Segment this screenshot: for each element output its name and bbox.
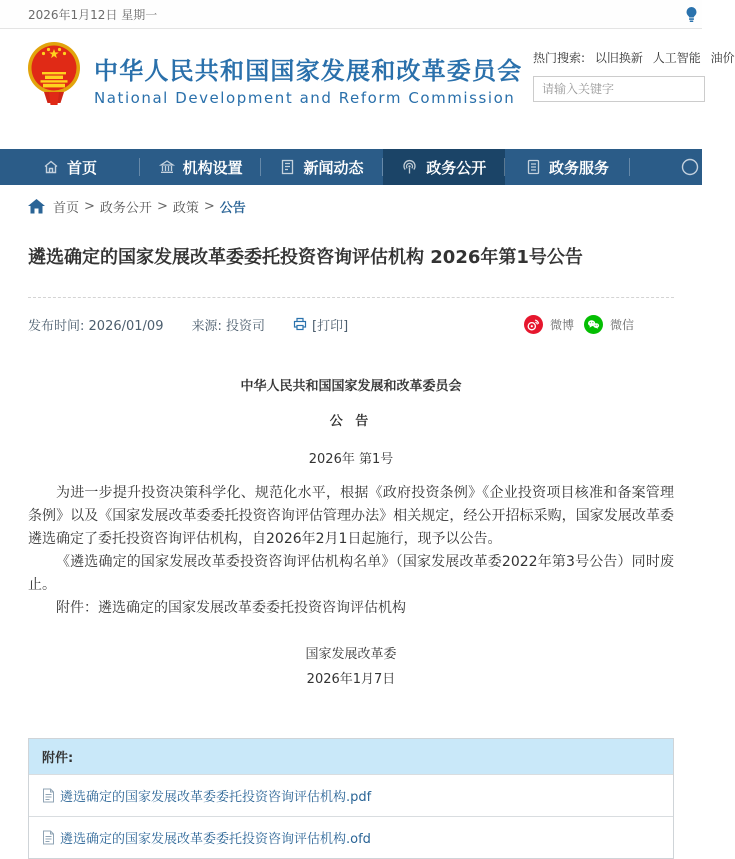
service-icon (526, 159, 541, 175)
file-icon (42, 830, 55, 845)
hot-search-term-tradein[interactable]: 以旧换新 (594, 51, 643, 65)
publish-time: 发布时间: 2026/01/09 (28, 318, 164, 334)
top-bar (0, 0, 702, 29)
printer-icon (293, 317, 307, 331)
attachment-row (29, 816, 673, 858)
breadcrumb-current-notice: 公告 (219, 200, 246, 216)
article-source: 来源: 投资司 (191, 318, 266, 334)
org-title-chinese: 中华人民共和国国家发展和改革委员会 (94, 57, 523, 85)
attachments-box (28, 738, 674, 859)
weibo-icon (524, 315, 543, 334)
hot-search-term-ai[interactable]: 人工智能 (652, 51, 701, 65)
current-date: 2026年1月12日 星期一 (28, 7, 158, 22)
article-body (28, 375, 674, 692)
hot-search-term-oil[interactable]: 油价 (710, 51, 735, 65)
bank-icon (159, 159, 175, 175)
broadcast-icon (401, 159, 418, 175)
signature-org: 国家发展改革委 (305, 647, 397, 662)
nav-item-gov-services[interactable] (505, 149, 630, 185)
breadcrumb-home[interactable]: 首页 (53, 200, 80, 216)
org-title-block (94, 51, 522, 107)
notice-org-line: 中华人民共和国国家发展和改革委员会 (240, 379, 462, 394)
publish-date-value: 2026/01/09 (88, 318, 164, 334)
article-meta-bar (28, 313, 674, 335)
notice-number-line: 2026年 第1号 (308, 452, 394, 467)
hot-search-line (533, 49, 735, 66)
nav-item-news[interactable] (261, 149, 382, 185)
circle-icon (662, 158, 702, 176)
notice-paragraphs (28, 482, 674, 620)
wechat-label: 微信 (609, 317, 634, 332)
wechat-icon (584, 315, 603, 334)
news-icon (280, 159, 295, 175)
attachments-header: 附件: (29, 739, 673, 774)
signature-block (28, 642, 674, 692)
share-bar (524, 315, 674, 334)
nav-item-gov-disclosure[interactable] (383, 149, 505, 185)
home-icon (43, 159, 59, 175)
breadcrumb-policy[interactable]: 政策 (172, 200, 199, 216)
attachment-row (29, 774, 673, 816)
nav-item-home[interactable] (0, 149, 140, 185)
print-button[interactable] (293, 315, 348, 334)
paragraph: 附件：遴选确定的国家发展改革委委托投资咨询评估机构 (56, 600, 406, 616)
org-title-english: National Development and Reform Commission (94, 89, 516, 107)
site-header (0, 29, 735, 146)
paragraph: 《遴选确定的国家发展改革委投资咨询评估机构名单》（国家发展改革委2022年第3号公告）同时废止。 (28, 554, 674, 593)
breadcrumb (0, 185, 702, 219)
breadcrumb-home-icon[interactable] (28, 199, 45, 214)
breadcrumb-separator: > (84, 198, 95, 214)
search-input[interactable] (534, 77, 704, 101)
signature-date: 2026年1月7日 (306, 672, 396, 687)
nav-item-organization[interactable] (140, 149, 261, 185)
breadcrumb-separator: > (156, 198, 168, 214)
attachment-link-pdf[interactable]: 遴选确定的国家发展改革委委托投资咨询评估机构.pdf (60, 790, 372, 805)
lightbulb-icon[interactable] (684, 6, 699, 27)
nav-label: 首页 (66, 158, 97, 177)
header-search-area (533, 49, 735, 102)
nav-item-partial[interactable] (630, 149, 702, 185)
breadcrumb-gov-disclosure[interactable]: 政务公开 (99, 200, 152, 216)
nav-label: 新闻动态 (303, 158, 364, 177)
breadcrumb-separator: > (203, 198, 215, 214)
hot-search-label: 热门搜索: (533, 51, 586, 65)
paragraph: 为进一步提升投资决策科学化、规范化水平，根据《政府投资条例》《企业投资项目核准和备案管理条例》以及《国家发展改革委委托投资咨询评估管理办法》相关规定，经公开招标采购，国家发展改革委遴选确定了委托投资咨询评估机构，自2026年2月1日起施行，现予以公告。 (28, 485, 674, 547)
share-wechat-button[interactable] (584, 315, 634, 334)
attachment-link-ofd[interactable]: 遴选确定的国家发展改革委委托投资咨询评估机构.ofd (60, 832, 371, 847)
search-box (533, 76, 705, 102)
print-label: [打印] (312, 318, 349, 334)
main-nav (0, 149, 702, 185)
nav-label: 政务公开 (426, 158, 487, 177)
dashed-divider (28, 297, 674, 298)
national-emblem-logo[interactable] (27, 39, 81, 113)
nav-label: 机构设置 (182, 158, 243, 177)
share-weibo-button[interactable] (524, 315, 574, 334)
source-value: 投资司 (226, 318, 266, 334)
notice-title-line: 公 告 (329, 414, 373, 429)
nav-label: 政务服务 (548, 158, 609, 177)
weibo-label: 微博 (549, 317, 574, 332)
page-title: 遴选确定的国家发展改革委委托投资咨询评估机构 2026年第1号公告 (28, 247, 583, 268)
file-icon (42, 788, 55, 803)
